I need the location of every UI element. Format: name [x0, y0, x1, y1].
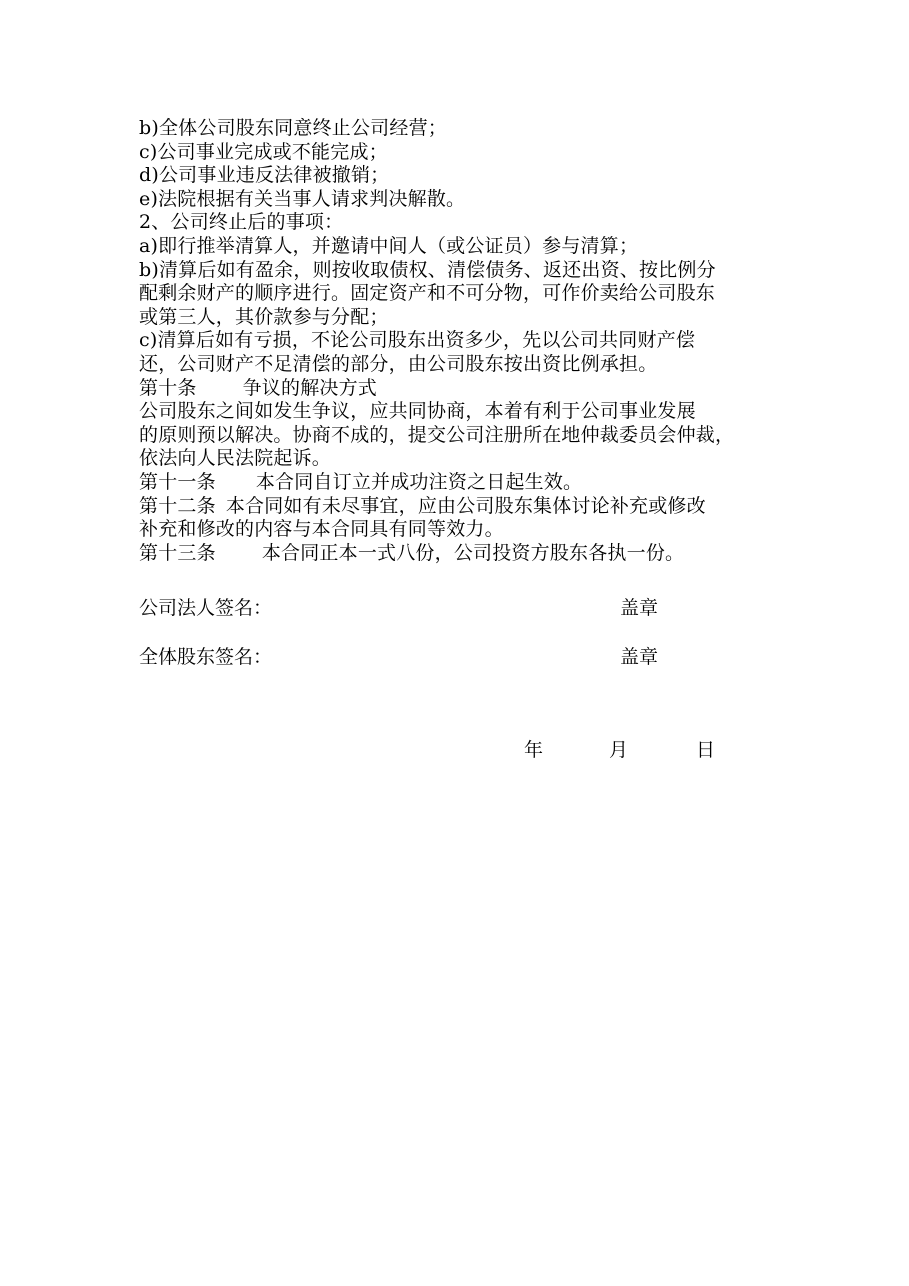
article-10-number: 第十条: [139, 376, 197, 399]
clause-d-revoked: d)公司事业违反法律被撤销；: [139, 164, 390, 187]
article-12-text-line-2: 补充和修改的内容与本合同具有同等效力。: [139, 518, 504, 541]
clause-b-surplus-line-3: 或第三人，其价款参与分配；: [139, 305, 389, 328]
article-10-text-line-3: 依法向人民法院起诉。: [139, 447, 332, 470]
shareholders-signature-label: 全体股东签名：: [139, 646, 273, 668]
article-10-heading: [139, 377, 779, 401]
clause-e-court: e)法院根据有关当事人请求判决解散。: [139, 187, 466, 210]
date-month-label: 月: [609, 739, 629, 761]
legal-person-signature-label: 公司法人签名：: [139, 597, 273, 619]
clause-b-terminate: b)全体公司股东同意终止公司经营；: [139, 117, 447, 139]
article-13-text: 本合同正本一式八份，公司投资方股东各执一份。: [261, 541, 685, 564]
article-13: [139, 542, 779, 566]
item-2-heading: 2、公司终止后的事项：: [139, 211, 344, 234]
clause-b-surplus-line-1: b)清算后如有盈余，则按收取债权、清偿债务、返还出资、按比例分: [139, 258, 716, 281]
clause-c-complete: c)公司事业完成或不能完成；: [139, 140, 388, 163]
contract-body: [139, 117, 779, 565]
article-12-line-1: [139, 495, 779, 519]
shareholders-stamp-label: 盖章: [620, 646, 659, 668]
article-11: [139, 471, 779, 495]
article-13-number: 第十三条: [139, 541, 216, 564]
clause-c-loss-line-2: 还，公司财产不足清偿的部分，由公司股东按出资比例承担。: [139, 352, 658, 375]
clause-a-liquidator: a)即行推举清算人，并邀请中间人（或公证员）参与清算；: [139, 234, 639, 257]
legal-person-stamp-label: 盖章: [620, 597, 659, 619]
date-day-label: 日: [696, 739, 716, 761]
article-12-number: 第十二条: [139, 494, 216, 517]
article-11-text: 本合同自订立并成功注资之日起生效。: [255, 470, 583, 493]
article-10-text-line-2: 的原则预以解决。协商不成的，提交公司注册所在地仲裁委员会仲裁，: [139, 423, 735, 446]
article-12-text-line-1: 本合同如有未尽事宜，应由公司股东集体讨论补充或修改: [225, 494, 706, 517]
article-10-text-line-1: 公司股东之间如发生争议，应共同协商，本着有利于公司事业发展: [139, 400, 696, 423]
article-11-number: 第十一条: [139, 470, 216, 493]
clause-b-surplus-line-2: 配剩余财产的顺序进行。固定资产和不可分物，可作价卖给公司股东: [139, 282, 716, 305]
date-year-label: 年: [524, 739, 544, 761]
clause-c-loss-line-1: c)清算后如有亏损，不论公司股东出资多少，先以公司共同财产偿: [139, 329, 696, 352]
article-10-title: 争议的解决方式: [242, 376, 378, 399]
